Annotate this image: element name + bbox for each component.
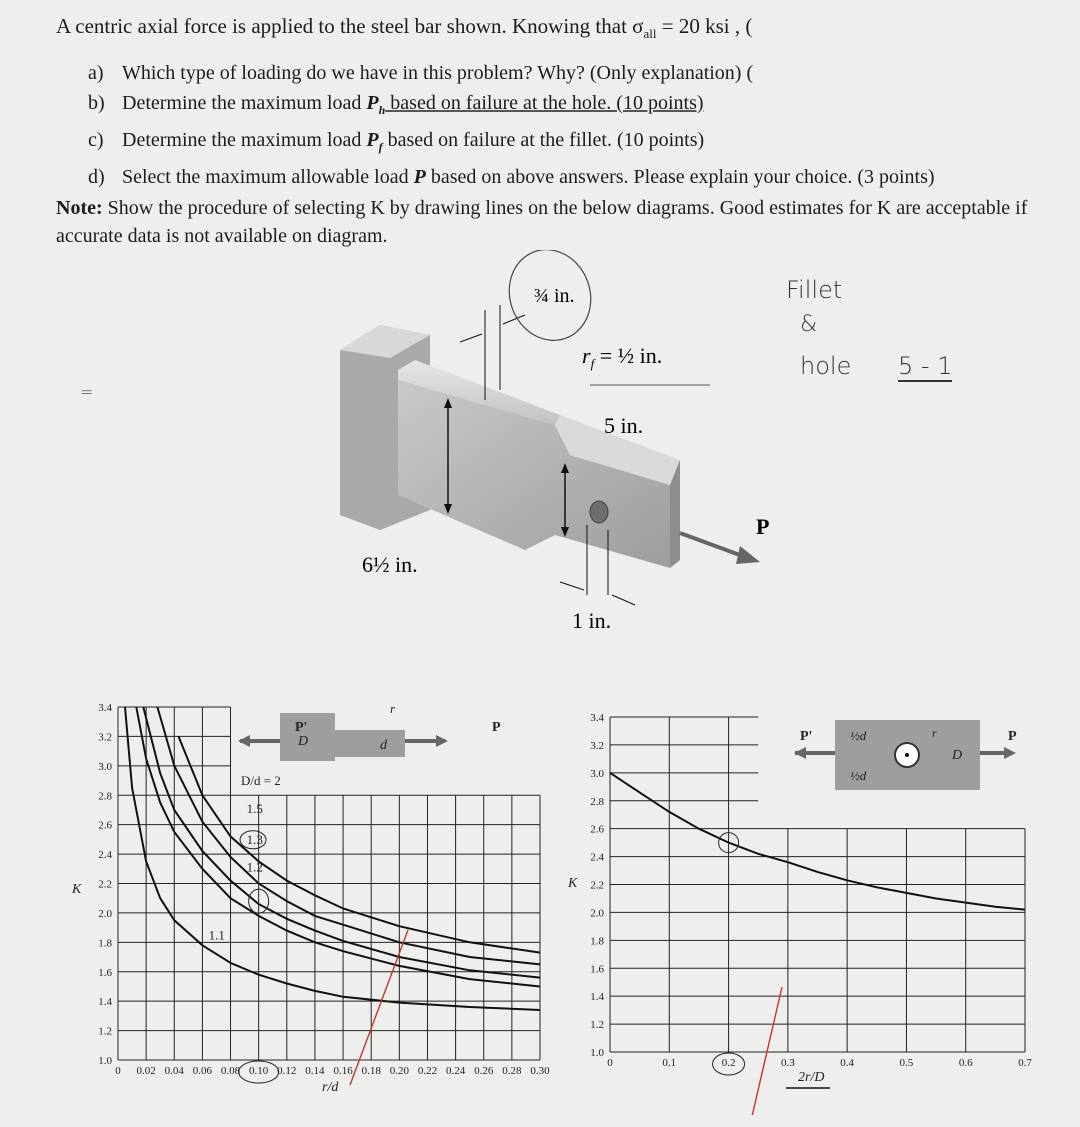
svg-text:0.26: 0.26 (474, 1065, 494, 1077)
svg-text:1.6: 1.6 (590, 963, 604, 976)
svg-text:0: 0 (607, 1057, 613, 1069)
hole-inset-diagram (794, 720, 1017, 790)
hole-y-axis-label: K (568, 876, 578, 891)
question-b (88, 88, 935, 125)
svg-text:1.4: 1.4 (590, 991, 604, 1004)
svg-text:2.0: 2.0 (98, 907, 112, 920)
note-paragraph (56, 194, 1066, 250)
svg-text:½d: ½d (850, 768, 867, 783)
svg-text:0.5: 0.5 (899, 1057, 914, 1069)
svg-text:0.08: 0.08 (220, 1065, 241, 1077)
svg-text:2.8: 2.8 (98, 790, 112, 803)
svg-text:1.3: 1.3 (246, 831, 263, 847)
hole-diameter-label: 1 in. (572, 608, 612, 633)
svg-text:2.8: 2.8 (590, 795, 604, 808)
question-label: c) (88, 129, 104, 151)
svg-text:0.16: 0.16 (333, 1065, 353, 1077)
svg-text:2.2: 2.2 (98, 878, 112, 891)
load-symbol: P (366, 92, 379, 114)
handwritten-hole: hole (800, 352, 852, 380)
question-a (88, 58, 935, 88)
question-label: a) (88, 62, 104, 84)
hole-x-axis-label: 2r/D (798, 1070, 825, 1085)
svg-text:1.1: 1.1 (208, 927, 225, 943)
svg-text:0.3: 0.3 (780, 1057, 795, 1069)
svg-text:0.2: 0.2 (721, 1057, 736, 1069)
svg-text:3.2: 3.2 (98, 731, 112, 744)
svg-text:2.4: 2.4 (590, 851, 604, 864)
svg-text:2.2: 2.2 (590, 879, 604, 892)
note-text: Show the procedure of selecting K by drawing lines on the below diagrams. Good estimates for K are acceptable if accurate data is not available on diagram. (56, 197, 1028, 247)
svg-text:1.2: 1.2 (98, 1025, 112, 1038)
svg-text:1.2: 1.2 (590, 1019, 604, 1032)
svg-text:0.30: 0.30 (530, 1065, 550, 1077)
svg-text:0: 0 (115, 1065, 121, 1077)
svg-text:0.14: 0.14 (305, 1065, 325, 1077)
question-text-tail: based on failure at the hole. (10 points) (385, 92, 704, 114)
load-subscript: h (378, 103, 386, 117)
svg-text:½d: ½d (850, 728, 867, 743)
question-label: b) (88, 92, 105, 114)
fillet-radius-label: $r_f$ = ½ in. (582, 343, 663, 371)
handwritten-equals: = (80, 382, 94, 401)
svg-text:D: D (298, 734, 309, 749)
problem-intro (56, 14, 752, 42)
svg-text:0.18: 0.18 (361, 1065, 381, 1077)
svg-text:r: r (390, 701, 396, 716)
fillet-x-axis-label: r/d (322, 1080, 339, 1095)
svg-text:1.0: 1.0 (590, 1047, 604, 1059)
load-label: P (756, 514, 770, 539)
load-symbol: P (366, 129, 379, 151)
question-text: Determine the maximum load (122, 129, 367, 151)
svg-text:0.02: 0.02 (136, 1065, 156, 1077)
svg-text:0.4: 0.4 (840, 1057, 855, 1069)
svg-text:1.4: 1.4 (98, 996, 112, 1009)
load-subscript: f (378, 140, 383, 154)
narrow-width-label: 5 in. (604, 413, 644, 438)
svg-text:3.4: 3.4 (590, 712, 604, 724)
thickness-label: ¾ in. (534, 285, 575, 307)
svg-text:0.7: 0.7 (1018, 1057, 1032, 1069)
load-symbol: P (413, 166, 426, 188)
svg-text:1.0: 1.0 (98, 1055, 112, 1067)
load-arrow (736, 546, 760, 564)
svg-text:2.4: 2.4 (98, 849, 112, 862)
steel-bar-figure (320, 250, 800, 640)
svg-text:2.6: 2.6 (98, 819, 112, 832)
svg-text:2.6: 2.6 (590, 823, 604, 836)
svg-text:0.28: 0.28 (502, 1065, 522, 1077)
svg-text:P: P (1008, 729, 1017, 744)
svg-text:0.12: 0.12 (277, 1065, 297, 1077)
svg-text:1.5: 1.5 (246, 800, 263, 816)
svg-text:1.2: 1.2 (246, 859, 263, 875)
question-text-tail: based on above answers. Please explain your choice. (3 points) (425, 166, 935, 188)
hole (590, 501, 608, 523)
sigma-subscript: all (643, 26, 657, 42)
fillet-inset-diagram (238, 701, 501, 761)
svg-text:1.6: 1.6 (98, 966, 112, 979)
svg-text:P': P' (800, 729, 813, 744)
svg-text:P': P' (295, 720, 308, 735)
svg-text:0.06: 0.06 (192, 1065, 213, 1077)
svg-text:0.10: 0.10 (249, 1065, 269, 1077)
svg-text:P: P (492, 720, 501, 735)
red-construction-line (750, 987, 782, 1115)
svg-text:d: d (380, 738, 387, 753)
question-d (88, 162, 935, 192)
question-c (88, 125, 935, 162)
note-label: Note: (56, 197, 103, 219)
svg-text:3.0: 3.0 (590, 767, 604, 780)
svg-text:r: r (932, 726, 937, 740)
question-text: Select the maximum allowable load (122, 166, 414, 188)
handwritten-and: & (800, 312, 818, 337)
wide-width-label: 6½ in. (362, 552, 418, 577)
fillet-k-chart (60, 695, 560, 1115)
handwritten-fillet: Fillet (786, 276, 843, 304)
curve-K (610, 773, 1025, 910)
svg-text:0.1: 0.1 (662, 1057, 677, 1069)
svg-text:0.6: 0.6 (958, 1057, 973, 1069)
handwritten-5-1: 5 - 1 (898, 352, 953, 380)
svg-text:3.4: 3.4 (98, 702, 112, 714)
hole-k-chart (550, 695, 1050, 1115)
intro-tail: = 20 ksi , ( (656, 14, 753, 38)
curve-Dd2 (179, 736, 541, 952)
svg-text:0.20: 0.20 (389, 1065, 409, 1077)
fillet-y-axis-label: K (72, 882, 82, 897)
question-text: Which type of loading do we have in this problem? Why? (Only explanation) ( (122, 62, 754, 84)
svg-text:3.0: 3.0 (98, 760, 112, 773)
svg-text:1.8: 1.8 (98, 937, 112, 950)
svg-text:0.04: 0.04 (164, 1065, 184, 1077)
intro-text: A centric axial force is applied to the steel bar shown. Knowing that σ (56, 14, 644, 38)
svg-text:0.22: 0.22 (417, 1065, 438, 1077)
question-text: Determine the maximum load (122, 92, 367, 114)
svg-text:1.8: 1.8 (590, 935, 604, 948)
svg-text:2.0: 2.0 (590, 907, 604, 920)
svg-text:D/d = 2: D/d = 2 (240, 772, 281, 788)
svg-text:3.2: 3.2 (590, 739, 604, 752)
question-text-tail: based on failure at the fillet. (10 points) (382, 129, 705, 151)
svg-text:0.24: 0.24 (445, 1065, 466, 1077)
question-label: d) (88, 166, 105, 188)
question-list (88, 58, 935, 192)
svg-text:D: D (952, 748, 963, 763)
